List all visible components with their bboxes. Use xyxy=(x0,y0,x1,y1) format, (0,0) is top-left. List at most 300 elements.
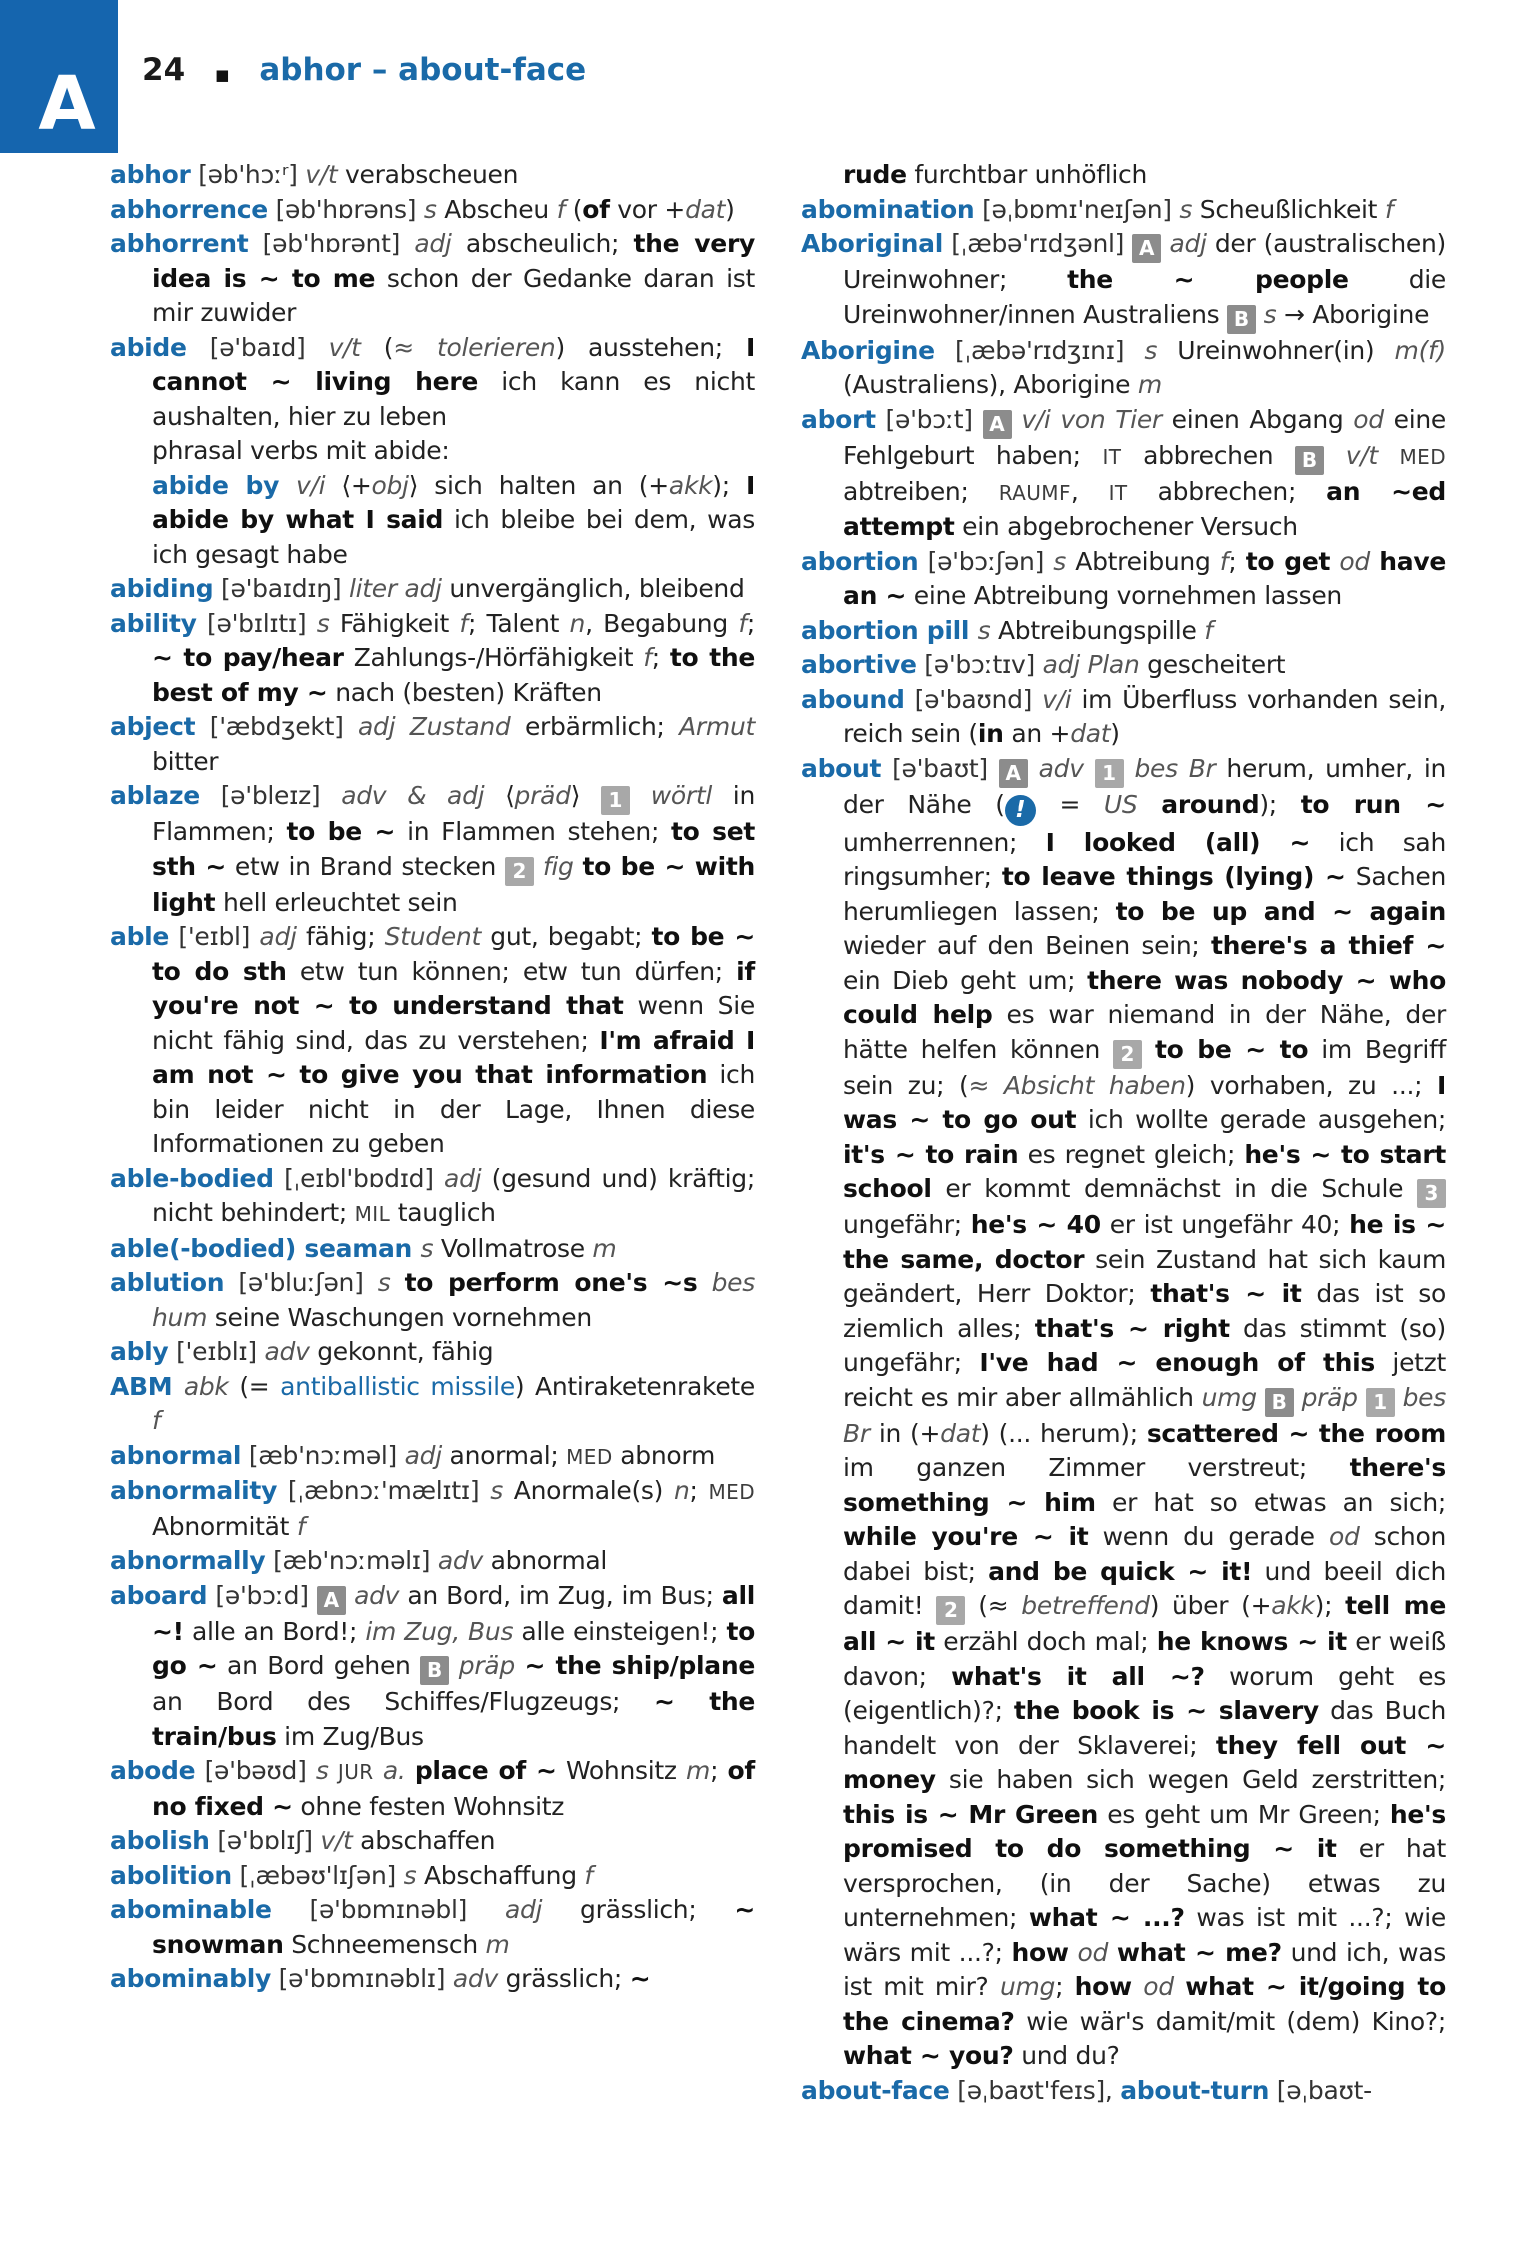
grammar-label: f xyxy=(556,194,566,224)
grammar-label: f xyxy=(643,643,652,672)
example-phrase: to be ~ to do sth xyxy=(152,922,756,986)
header-bullet-icon: ■ xyxy=(215,66,230,84)
entry-abide-by xyxy=(110,469,755,573)
text xyxy=(329,1756,338,1785)
text xyxy=(1257,1383,1265,1412)
headword: Aborigine xyxy=(801,335,935,365)
headword: abiding xyxy=(110,574,214,603)
grammar-label: adv xyxy=(264,1337,310,1366)
text: = xyxy=(1035,789,1104,819)
text: ) xyxy=(1110,719,1120,748)
sense-letter-box: A xyxy=(983,410,1012,439)
text: alle an Bord!; xyxy=(183,1616,366,1646)
text: an Bord, im Zug, im Bus; xyxy=(399,1580,722,1610)
entry-able-bodied xyxy=(110,1162,755,1232)
text: im ganzen Zimmer verstreut; xyxy=(843,1453,1350,1482)
entry-abolition xyxy=(110,1859,755,1894)
grammar-label: od xyxy=(1328,1522,1360,1551)
text: ein abgebrochener Versuch xyxy=(954,512,1298,541)
text: und beeil dich damit! xyxy=(843,1556,1447,1620)
text: ); xyxy=(1314,1591,1346,1620)
entry-abortive xyxy=(801,648,1446,683)
cross-reference: antiballistic missile xyxy=(280,1371,515,1401)
text: abbrechen; xyxy=(1127,476,1327,506)
sense-letter-box: A xyxy=(317,1586,346,1615)
entry-abject xyxy=(110,710,755,779)
grammar-label: m xyxy=(485,1929,510,1959)
text: nach (besten) Kräften xyxy=(327,677,602,707)
entry-abhorrent xyxy=(110,227,755,331)
text: ( xyxy=(360,332,394,362)
text: ; xyxy=(1055,1972,1075,2001)
subject-label: MED xyxy=(566,1444,613,1469)
text xyxy=(1124,754,1135,783)
text: schon der Gedanke daran ist mir zuwider xyxy=(152,263,755,327)
grammar-label: adv xyxy=(437,1546,483,1575)
entry-able-bodied-seaman xyxy=(110,1232,755,1267)
pronunciation: [ə'bɪlɪtɪ] xyxy=(196,608,317,638)
headword: abnormal xyxy=(110,1440,242,1470)
example-phrase: there's a thief ~ xyxy=(1211,931,1446,960)
text: ich wollte gerade ausgehen; xyxy=(1076,1105,1446,1134)
text xyxy=(534,852,543,881)
text: an Bord gehen xyxy=(217,1651,421,1680)
text xyxy=(1174,1972,1185,2001)
example-phrase: around xyxy=(1161,789,1260,819)
text: unvergänglich, bleibend xyxy=(441,574,745,603)
entry-aboard xyxy=(110,1579,755,1755)
grammar-label: dat xyxy=(940,1418,981,1448)
headword: abortion xyxy=(801,546,919,576)
text: sie haben sich wegen Geld zerstritten; xyxy=(935,1765,1446,1794)
grammar-label: v/t xyxy=(320,1826,353,1855)
pronunciation: ['eɪblɪ] xyxy=(168,1337,265,1366)
text xyxy=(374,1756,383,1785)
grammar-label: obj xyxy=(371,470,409,500)
grammar-label: v/t xyxy=(305,160,338,189)
example-phrase: I'm afraid I am not ~ to give you that information xyxy=(152,1025,756,1089)
pronunciation: [ə'bɔːt] xyxy=(875,404,983,434)
left-column xyxy=(110,158,755,2108)
grammar-label: n xyxy=(569,608,586,638)
example-phrase: how xyxy=(1011,1937,1069,1967)
entry-abnormally xyxy=(110,1544,755,1579)
dictionary-columns xyxy=(110,158,1446,2108)
right-column xyxy=(801,158,1446,2108)
pronunciation: [ə'baɪd] xyxy=(186,332,329,362)
text xyxy=(449,1651,459,1680)
text: ( xyxy=(565,194,583,224)
example-phrase: I cannot ~ living here xyxy=(152,332,755,396)
grammar-label: bes Br xyxy=(1134,753,1216,783)
headword: able-bodied xyxy=(110,1163,274,1193)
text: was ist mit ...?; wie wärs mit ...?; xyxy=(843,1903,1446,1967)
pronunciation: ['æbdʒekt] xyxy=(195,712,359,741)
text: abbrechen xyxy=(1121,440,1296,470)
text: Abnormität xyxy=(152,1511,297,1541)
text: eine Abtreibung vornehmen lassen xyxy=(906,581,1342,610)
headword-range: abhor – about-face xyxy=(259,52,587,88)
pronunciation: [ə'bleɪz] xyxy=(199,781,342,810)
text: ein Dieb geht um; xyxy=(843,965,1088,995)
grammar-label: präp xyxy=(1301,1382,1358,1412)
text: Abschaffung xyxy=(416,1860,585,1890)
text xyxy=(1370,547,1379,576)
grammar-label: ≈ tolerieren xyxy=(393,332,556,362)
text: etw in Brand stecken xyxy=(226,851,505,881)
section-letter: A xyxy=(38,61,96,147)
grammar-label: bes hum xyxy=(152,1268,755,1332)
example-phrase: he is ~ the same, doctor xyxy=(843,1210,1446,1274)
subject-label: MED xyxy=(708,1480,755,1504)
example-phrase: what ~ me? xyxy=(1116,1937,1282,1967)
pronunciation: [ˌeɪbl'bɒdɪd] xyxy=(273,1163,445,1193)
grammar-label: wörtl xyxy=(650,781,713,810)
text xyxy=(697,1268,711,1297)
example-phrase: it's ~ to rain xyxy=(843,1139,1019,1169)
entry-abide xyxy=(110,331,755,435)
text: abnormal xyxy=(483,1546,608,1575)
example-phrase: an ~ed attempt xyxy=(843,476,1447,541)
entry-ablaze xyxy=(110,779,755,920)
pronunciation: [ə'bəʊd] xyxy=(195,1756,316,1785)
text: schon dabei bist; xyxy=(843,1522,1446,1586)
grammar-label: präp xyxy=(458,1651,515,1680)
grammar-label: f xyxy=(1219,546,1229,576)
text: ) (... herum); xyxy=(980,1418,1147,1448)
text: (≈ xyxy=(965,1591,1022,1620)
pronunciation: [əb'hɒrəns] xyxy=(267,194,424,224)
pronunciation: [əb'hɒrənt] xyxy=(248,229,415,258)
text: er hat versprochen, (in der Sache) etwas zu unternehmen; xyxy=(843,1834,1446,1932)
grammar-label: m(f) xyxy=(1394,335,1446,365)
grammar-label: bes Br xyxy=(843,1382,1446,1448)
headword: Aboriginal xyxy=(801,229,944,258)
entry-abhorrence xyxy=(110,193,755,228)
example-phrase: of xyxy=(582,194,610,224)
example-phrase: I've had ~ enough of this xyxy=(979,1348,1375,1377)
subject-label: MED xyxy=(1399,444,1447,469)
sense-letter-box: B xyxy=(1227,305,1256,334)
example-phrase: all ~! xyxy=(152,1580,755,1646)
text: ich bleibe bei dem, was ich gesagt habe xyxy=(152,505,755,569)
text xyxy=(1324,441,1346,470)
text: wenn Sie nicht fähig sind, das zu verstehen; xyxy=(152,991,755,1055)
text: ich sah ringsumher; xyxy=(843,827,1446,891)
text: ) vorhaben, zu ...; xyxy=(1185,1070,1437,1100)
headword: abound xyxy=(801,684,905,714)
text: gut, begabt; xyxy=(480,922,652,951)
grammar-label: v/i xyxy=(1042,684,1072,714)
text: etw tun können; etw tun dürfen; xyxy=(286,956,737,986)
grammar-label: f xyxy=(459,608,468,638)
text: ich kann es nicht aushalten, hier zu leben xyxy=(152,367,755,431)
headword: abortive xyxy=(801,650,917,679)
text: Schneemensch xyxy=(283,1929,486,1959)
headword: abhorrence xyxy=(110,194,268,224)
entry-abortion-pill xyxy=(801,614,1446,649)
text: Sachen herumliegen lassen; xyxy=(843,862,1446,926)
sense-number-box: 2 xyxy=(1113,1040,1142,1069)
text: worum geht es (eigentlich)?; xyxy=(843,1661,1446,1725)
grammar-label: adj Plan xyxy=(1042,650,1140,679)
pronunciation: [əb'hɔːʳ] xyxy=(190,160,306,189)
text: Wohnsitz xyxy=(556,1756,687,1785)
grammar-label: dat xyxy=(685,194,726,224)
text xyxy=(1084,754,1095,783)
entry-abode xyxy=(110,1754,755,1824)
text: ; Talent xyxy=(467,608,570,638)
example-phrase: tell me all ~ it xyxy=(843,1591,1446,1656)
example-phrase: to leave things (lying) ~ xyxy=(1001,862,1346,891)
entry-abort xyxy=(801,403,1446,545)
sense-number-box: 1 xyxy=(1366,1388,1395,1417)
entry-abominable xyxy=(110,1893,755,1962)
text: er weiß davon; xyxy=(843,1627,1446,1691)
page-number: 24 xyxy=(142,52,186,88)
example-phrase: scattered ~ the room xyxy=(1146,1418,1446,1448)
grammar-label: s xyxy=(377,1268,391,1297)
headword: abnormality xyxy=(110,1476,278,1505)
grammar-label: m xyxy=(592,1233,617,1263)
entry-abortion xyxy=(801,545,1446,614)
grammar-label: f xyxy=(152,1406,161,1435)
grammar-label: adj xyxy=(444,1163,482,1193)
entry-abnormality xyxy=(110,1474,755,1544)
text: , xyxy=(1070,476,1109,506)
example-phrase: that's ~ it xyxy=(1150,1279,1302,1308)
sense-letter-box: B xyxy=(1295,446,1324,475)
text xyxy=(1108,1938,1117,1967)
sense-number-box: 1 xyxy=(1095,759,1124,788)
example-phrase: ~ xyxy=(629,1964,651,1993)
headword: abolish xyxy=(110,1826,210,1855)
text: ) über (+ xyxy=(1149,1591,1272,1620)
text: in Flammen; xyxy=(152,781,755,846)
example-phrase: to the best of my ~ xyxy=(152,643,756,707)
warning-icon: ! xyxy=(1005,795,1036,826)
grammar-label: adj xyxy=(259,922,297,951)
text: wie wär's damit/mit (dem) Kino?; xyxy=(1014,2006,1446,2036)
text xyxy=(1358,1383,1366,1412)
text: (Australiens), Aborigine xyxy=(843,370,1138,399)
grammar-label: präd xyxy=(514,781,571,810)
example-phrase: and be quick ~ it! xyxy=(988,1556,1253,1586)
headword: abominably xyxy=(110,1964,271,1993)
example-phrase: to be ~ with light xyxy=(152,851,755,917)
text: eine Fehlgeburt haben; xyxy=(843,404,1446,470)
example-phrase: he's promised to do something ~ it xyxy=(843,1799,1446,1863)
grammar-label: adv xyxy=(354,1580,400,1610)
text xyxy=(1142,1035,1155,1064)
text: tauglich xyxy=(390,1198,496,1227)
pronunciation: [ə'baʊnd] xyxy=(904,684,1043,714)
grammar-label: s xyxy=(316,608,330,638)
grammar-label: s xyxy=(315,1756,329,1785)
text: ) Antiraketenrakete xyxy=(514,1371,755,1401)
grammar-label: Armut xyxy=(679,712,755,741)
example-phrase: to be ~ to xyxy=(1155,1034,1309,1064)
example-phrase: to be up and ~ again xyxy=(1115,896,1446,926)
example-phrase: to perform one's ~s xyxy=(404,1268,698,1297)
pronunciation: [ə'baʊt] xyxy=(881,753,999,783)
pronunciation: [ˌæbnɔː'mælɪtɪ] xyxy=(277,1476,491,1505)
entry-abm xyxy=(110,1370,755,1439)
example-phrase: rude xyxy=(843,160,907,189)
grammar-label: s xyxy=(1263,299,1277,329)
headword: ably xyxy=(110,1337,169,1366)
grammar-label: umg xyxy=(999,1972,1056,2001)
grammar-label: v/t xyxy=(328,332,361,362)
headword: abolition xyxy=(110,1860,232,1890)
example-phrase: to get xyxy=(1245,546,1331,576)
example-phrase: in xyxy=(977,719,1004,748)
sense-number-box: 1 xyxy=(601,786,630,815)
example-phrase: that's ~ right xyxy=(1034,1313,1230,1343)
entry-aborigine xyxy=(801,334,1446,403)
example-phrase: the very idea is ~ to me xyxy=(152,229,755,293)
text: er hat so etwas an sich; xyxy=(1095,1487,1446,1517)
text: ; xyxy=(651,643,670,672)
text: sein Zustand hat sich kaum geändert, Herr Doktor; xyxy=(843,1244,1446,1308)
text: , Begabung xyxy=(585,608,739,638)
text: die Ureinwohner/innen Australiens xyxy=(843,265,1446,329)
text xyxy=(1132,1972,1143,2001)
subject-label: IT xyxy=(1108,480,1128,505)
example-phrase: what ~ ...? xyxy=(1028,1903,1185,1932)
sense-letter-box: B xyxy=(1265,1388,1294,1417)
pronunciation: [ə'bɔːd] xyxy=(207,1580,317,1610)
text: furchtbar unhöflich xyxy=(906,160,1148,189)
grammar-label: od xyxy=(1353,404,1384,434)
pronunciation: [ə'bluːʃən] xyxy=(224,1268,378,1297)
entry-abolish xyxy=(110,1824,755,1859)
example-phrase: what's it all ~? xyxy=(951,1661,1205,1691)
grammar-label: adv & adj xyxy=(341,781,485,810)
example-phrase: he's ~ to start school xyxy=(843,1139,1446,1203)
grammar-label: n xyxy=(673,1476,690,1505)
headword: abode xyxy=(110,1756,196,1785)
text: bitter xyxy=(152,746,219,776)
headword: abnormally xyxy=(110,1546,266,1575)
grammar-label: s xyxy=(423,194,437,224)
headword: able(-bodied) seaman xyxy=(110,1233,421,1263)
subject-label: RAUMF xyxy=(998,480,1071,505)
text: gescheitert xyxy=(1139,650,1286,679)
text: im Begriff sein zu; ( xyxy=(843,1034,1447,1100)
grammar-label: od xyxy=(1077,1937,1109,1967)
text: Abscheu xyxy=(436,194,557,224)
text: Anormale(s) xyxy=(502,1476,674,1505)
entry-ability xyxy=(110,607,755,711)
text: ) xyxy=(725,194,735,224)
pronunciation: [ə'baɪdɪŋ] xyxy=(213,574,349,603)
grammar-label: adj xyxy=(504,1895,543,1924)
text: ⟩ xyxy=(570,781,601,810)
text: hell erleuchtet sein xyxy=(215,887,458,917)
headword: ability xyxy=(110,608,197,638)
headword: abject xyxy=(110,712,196,741)
text: (gesund und) kräftig; nicht behindert; xyxy=(152,1163,755,1227)
text: es geht um Mr Green; xyxy=(1098,1799,1390,1829)
grammar-label: adj xyxy=(404,1440,442,1470)
pronunciation: [əˌbaʊt- xyxy=(1269,2075,1372,2105)
example-phrase: the book is ~ slavery xyxy=(1013,1696,1319,1725)
grammar-label: f xyxy=(1384,194,1394,224)
pronunciation: [əˌbaʊt'feɪs], xyxy=(949,2075,1121,2105)
entry-abiding xyxy=(110,572,755,607)
pronunciation: [ˌæbə'rɪdʒɪnɪ] xyxy=(934,335,1145,365)
grammar-label: abk xyxy=(183,1371,229,1401)
example-phrase: he's ~ 40 xyxy=(970,1210,1101,1239)
grammar-label: f xyxy=(1204,615,1213,645)
text: ⟨+ xyxy=(325,470,372,500)
grammar-label: f xyxy=(584,1860,593,1890)
headword: abort xyxy=(801,404,876,434)
example-phrase: of no fixed ~ xyxy=(152,1756,755,1821)
text xyxy=(1028,754,1039,783)
text: ; xyxy=(689,1476,709,1505)
text: Scheußlichkeit xyxy=(1192,194,1385,224)
text: Ureinwohner(in) xyxy=(1157,335,1395,365)
grammar-label: fig xyxy=(542,851,574,881)
text: ; xyxy=(1228,546,1246,576)
grammar-label: s xyxy=(977,615,991,645)
example-phrase: he knows ~ it xyxy=(1156,1627,1347,1656)
entry-ablution xyxy=(110,1266,755,1335)
sense-number-box: 3 xyxy=(1417,1179,1446,1208)
example-phrase: ~ snowman xyxy=(152,1895,755,1959)
headword: abortion pill xyxy=(801,615,978,645)
text: grässlich; xyxy=(497,1964,630,1993)
text: Zahlungs-/Hörfähigkeit xyxy=(343,643,644,672)
pronunciation: [ə'bɒmɪnəbl] xyxy=(271,1895,505,1924)
headword: abomination xyxy=(801,194,975,224)
entry-abound xyxy=(801,683,1446,752)
pronunciation: [əˌbɒmɪ'neɪʃən] xyxy=(974,194,1180,224)
text: das Buch handelt von der Sklaverei; xyxy=(843,1696,1446,1760)
text: und du? xyxy=(1013,2041,1120,2070)
pronunciation: [ˌæbə'rɪdʒənl] xyxy=(943,229,1133,258)
grammar-label: s xyxy=(420,1233,434,1263)
grammar-label: akk xyxy=(1271,1591,1315,1620)
entry-aboriginal xyxy=(801,227,1446,334)
grammar-label: adj xyxy=(414,229,452,258)
text: in (+ xyxy=(869,1418,941,1448)
pronunciation: ['eɪbl] xyxy=(169,922,260,951)
grammar-label: liter adj xyxy=(348,574,442,603)
text: es war niemand in der Nähe, der hätte helfen können xyxy=(843,1000,1447,1064)
entry-able xyxy=(110,920,755,1162)
text: vor + xyxy=(609,194,686,224)
grammar-label: s xyxy=(1053,546,1067,576)
grammar-label: s xyxy=(490,1476,503,1505)
subject-label: MIL xyxy=(354,1202,391,1226)
example-phrase: place of ~ xyxy=(414,1756,557,1785)
grammar-label: adv xyxy=(452,1964,498,1993)
grammar-label: adj Zustand xyxy=(358,712,511,741)
text: es regnet gleich; xyxy=(1018,1139,1245,1169)
example-phrase: if you're not ~ to understand that xyxy=(152,956,755,1020)
example-phrase: ~ the ship/plane xyxy=(524,1651,755,1680)
example-phrase: this is ~ Mr Green xyxy=(843,1799,1098,1829)
text: Fähigkeit xyxy=(329,608,460,638)
phrasal-verbs-bar xyxy=(110,434,755,469)
grammar-label: od xyxy=(1143,1972,1174,2001)
headword: abhorrent xyxy=(110,229,249,258)
text xyxy=(390,1268,404,1297)
entry-about xyxy=(801,752,1446,2074)
